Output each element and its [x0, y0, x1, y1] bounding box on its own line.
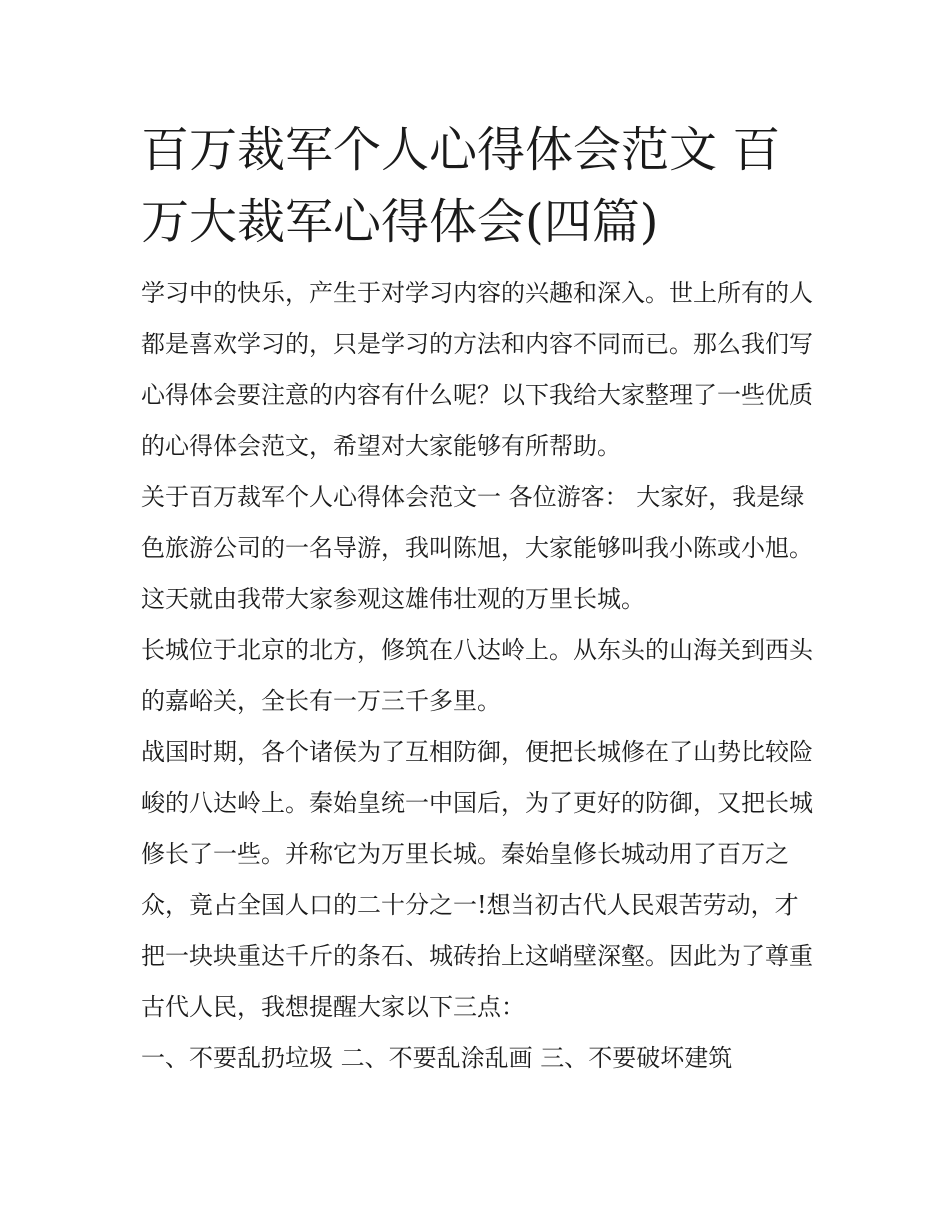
paragraph-greeting: 关于百万裁军个人心得体会范文一 各位游客： 大家好，我是绿色旅游公司的一名导游，我叫陈旭，大家能够叫我小陈或小旭。这天就由我带大家参观这雄伟壮观的万里长城。: [141, 483, 813, 613]
document-body: [141, 114, 813, 1084]
document-title: 百万裁军个人心得体会范文 百万大裁军心得体会(四篇): [141, 122, 781, 250]
paragraph-intro: 学习中的快乐，产生于对学习内容的兴趣和深入。世上所有的人都是喜欢学习的，只是学习的方法和内容不同而已。那么我们写心得体会要注意的内容有什么呢？以下我给大家整理了一些优质的心得体会范文，希望对大家能够有所帮助。: [141, 279, 813, 460]
paragraph-rules: 一、不要乱扔垃圾 二、不要乱涂乱画 三、不要破坏建筑: [141, 1044, 733, 1072]
paragraph-history: 战国时期，各个诸侯为了互相防御，便把长城修在了山势比较险峻的八达岭上。秦始皇统一中国后，为了更好的防御，又把长城修长了一些。并称它为万里长城。秦始皇修长城动用了百万之众，竟占全国人口的二十分之一!想当初古代人民艰苦劳动，才把一块块重达千斤的条石、城砖抬上这峭壁深壑。因此为了尊重古代人民，我想提醒大家以下三点：: [141, 738, 813, 1021]
paragraph-location: 长城位于北京的北方，修筑在八达岭上。从东头的山海关到西头的嘉峪关，全长有一万三千多里。: [141, 636, 813, 715]
